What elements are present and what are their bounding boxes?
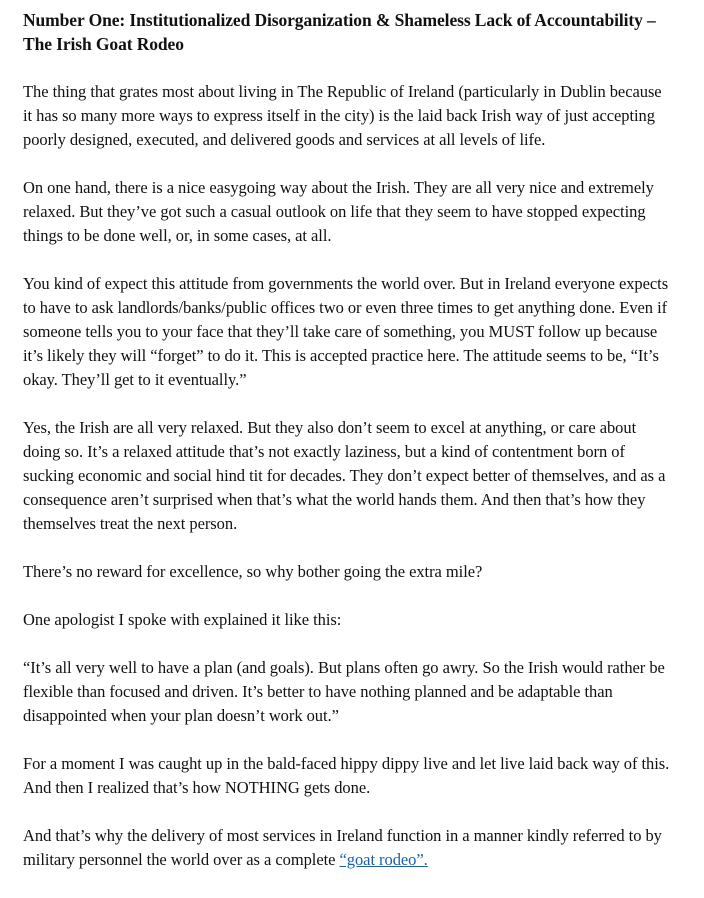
paragraph-2: On one hand, there is a nice easygoing way about the Irish. They are all very nice and extremely relaxed. But they’ve got such a casual outlook on life that they seem to have stopped expecting things to be done well, or, in some cases, at all. <box>23 178 654 245</box>
article <box>23 8 673 872</box>
paragraph-4: Yes, the Irish are all very relaxed. But they also don’t seem to excel at anything, or care about doing so. It’s a relaxed attitude that’s not exactly laziness, but a kind of contentment born of sucking economic and social hind tit for decades. They don’t expect better of themselves, and as a consequence aren’t surprised when that’s what the world hands them. And then that’s how they themselves treat the next person. <box>23 418 666 533</box>
paragraph-6: One apologist I spoke with explained it like this: <box>23 610 342 629</box>
article-heading: Number One: Institutionalized Disorganization & Shameless Lack of Accountability –The Irish Goat Rodeo <box>23 10 656 54</box>
paragraph-3: You kind of expect this attitude from governments the world over. But in Ireland everyone expects to have to ask landlords/banks/public offices two or even three times to get anything done. Even if someone tells you to your face that they’ll take care of something, you MUST follow up because it’s likely they will “forget” to do it. This is accepted practice here. The attitude seems to be, “It’s okay. They’ll get to it eventually.” <box>23 274 669 389</box>
paragraph-7: “It’s all very well to have a plan (and goals). But plans often go awry. So the Irish would rather be flexible than focused and driven. It’s better to have nothing planned and be adaptable than disappointed when your plan doesn’t work out.” <box>23 658 665 725</box>
paragraph-final <box>23 824 673 872</box>
paragraph-5: There’s no reward for excellence, so why bother going the extra mile? <box>23 562 483 581</box>
paragraph-final-text: And that’s why the delivery of most services in Ireland function in a manner kindly referred to by military personnel the world over as a complete <box>23 826 662 869</box>
goat-rodeo-link[interactable]: “goat rodeo”. <box>339 850 428 869</box>
paragraph-1: The thing that grates most about living in The Republic of Ireland (particularly in Dublin because it has so many more ways to express itself in the city) is the laid back Irish way of just accepting poorly designed, executed, and delivered goods and services at all levels of life. <box>23 82 662 149</box>
paragraph-8: For a moment I was caught up in the bald-faced hippy dippy live and let live laid back way of this. And then I realized that’s how NOTHING gets done. <box>23 754 670 797</box>
